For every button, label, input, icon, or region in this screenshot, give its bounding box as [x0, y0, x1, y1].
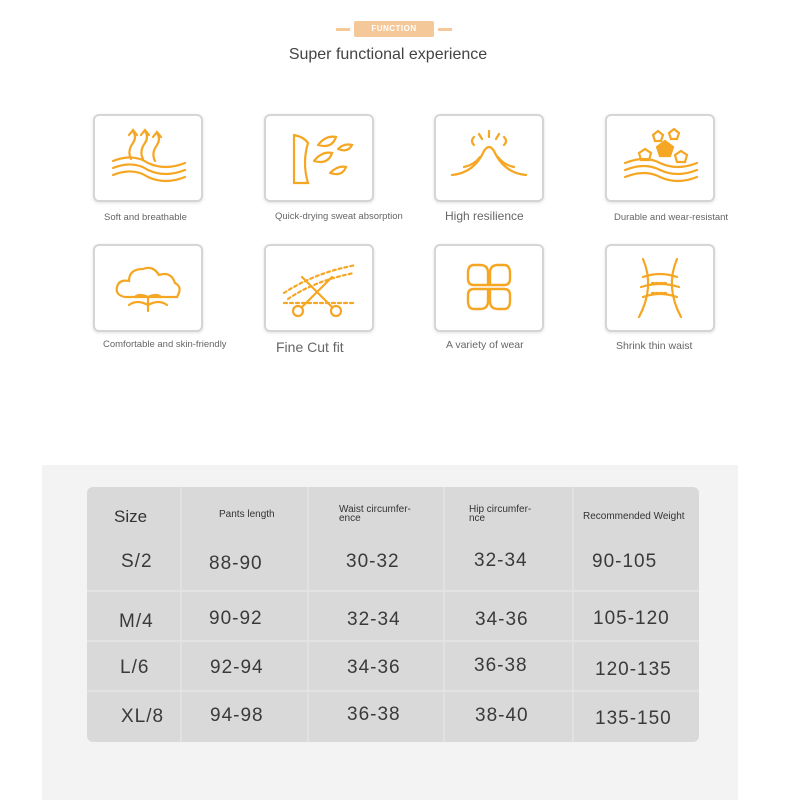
table-cell-waist: 34-36 — [347, 657, 401, 678]
table-cell-pants-length: 90-92 — [209, 608, 263, 629]
table-cell-size: L/6 — [120, 657, 150, 678]
feature-label: Fine Cut fit — [276, 339, 344, 355]
waist-shaping-icon — [605, 244, 715, 332]
column-divider — [572, 487, 574, 742]
table-cell-hip: 32-34 — [474, 550, 528, 571]
table-cell-pants-length: 92-94 — [210, 657, 264, 678]
column-header-waist: Waist circumfer- ence — [339, 504, 411, 524]
table-cell-hip: 36-38 — [474, 655, 528, 676]
table-cell-pants-length: 94-98 — [210, 705, 264, 726]
table-cell-size: S/2 — [121, 551, 153, 572]
table-cell-weight: 120-135 — [595, 659, 672, 680]
leaves-drying-icon — [264, 114, 374, 202]
table-cell-weight: 135-150 — [595, 708, 672, 729]
column-divider — [307, 487, 309, 742]
row-divider — [87, 690, 699, 692]
table-cell-waist: 36-38 — [347, 704, 401, 725]
column-header-hip: Hip circumfer- nce — [469, 504, 532, 524]
four-petal-icon — [434, 244, 544, 332]
table-cell-hip: 34-36 — [475, 609, 529, 630]
row-divider — [87, 640, 699, 642]
table-cell-waist: 32-34 — [347, 609, 401, 630]
feature-label: High resilience — [445, 209, 524, 223]
badge-line-left — [336, 28, 350, 31]
table-cell-size: M/4 — [119, 611, 154, 632]
column-divider — [443, 487, 445, 742]
cotton-cloud-icon — [93, 244, 203, 332]
table-cell-size: XL/8 — [121, 706, 165, 727]
badge-line-right — [438, 28, 452, 31]
fabric-airflow-icon — [93, 114, 203, 202]
feature-label: Comfortable and skin-friendly — [103, 339, 227, 350]
feature-label: Shrink thin waist — [616, 340, 693, 352]
feature-label: Quick-drying sweat absorption — [275, 211, 403, 222]
page-subtitle: Super functional experience — [288, 46, 488, 63]
bounce-splash-icon — [434, 114, 544, 202]
column-header-size: Size — [114, 507, 148, 526]
table-cell-weight: 90-105 — [592, 551, 658, 572]
feature-label: A variety of wear — [446, 339, 524, 351]
column-header-pants-length: Pants length — [219, 509, 275, 520]
layered-fabric-pentagon-icon — [605, 114, 715, 202]
scissors-cut-icon — [264, 244, 374, 332]
table-cell-pants-length: 88-90 — [209, 553, 263, 574]
feature-label: Soft and breathable — [104, 212, 187, 223]
column-divider — [180, 487, 182, 742]
column-header-recommended-weight: Recommended Weight — [583, 511, 685, 522]
function-badge — [336, 20, 452, 38]
row-divider — [87, 590, 699, 592]
table-cell-hip: 38-40 — [475, 705, 529, 726]
table-cell-weight: 105-120 — [593, 608, 670, 629]
feature-label: Durable and wear-resistant — [614, 212, 729, 223]
badge-label: FUNCTION — [354, 21, 434, 37]
table-cell-waist: 30-32 — [346, 551, 400, 572]
